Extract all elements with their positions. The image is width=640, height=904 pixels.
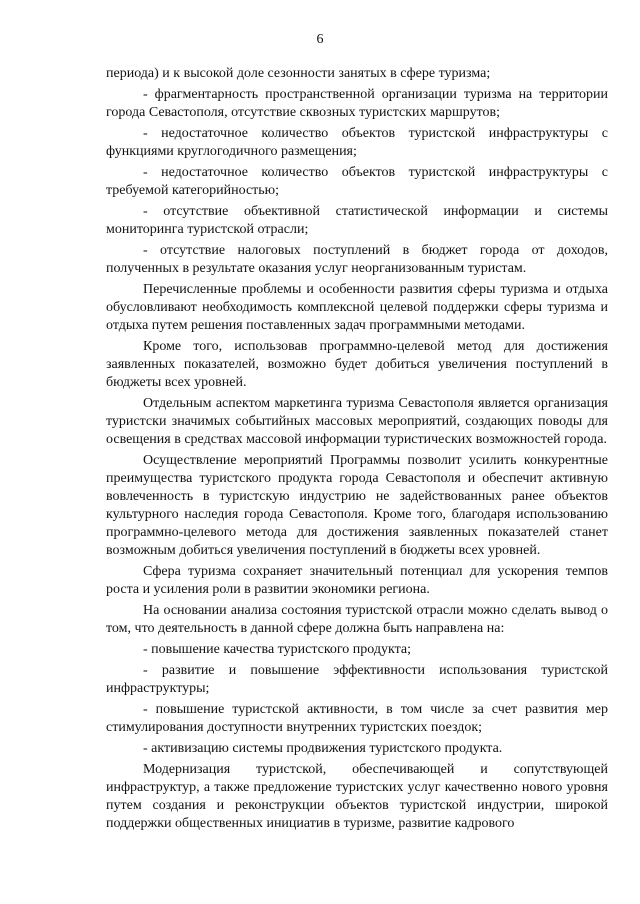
paragraph: Сфера туризма сохраняет значительный потенциал для ускорения темпов роста и усиления роли в развитии экономики региона. xyxy=(106,564,608,597)
paragraph: Перечисленные проблемы и особенности развития сферы туризма и отдыха обусловливают необходимость комплексной целевой поддержки сферы туризма и отдыха путем решения поставленных задач программными методами. xyxy=(106,282,608,333)
paragraph: Отдельным аспектом маркетинга туризма Севастополя является организация туристски значимых событийных массовых мероприятий, создающих поводы для освещения в средствах массовой информации туристических возможностей города. xyxy=(106,396,608,447)
paragraph: На основании анализа состояния туристской отрасли можно сделать вывод о том, что деятельность в данной сфере должна быть направлена на: xyxy=(106,603,608,636)
list-item: - отсутствие налоговых поступлений в бюджет города от доходов, полученных в результате оказания услуг неорганизованным туристам. xyxy=(106,243,608,276)
page-number: 6 xyxy=(316,32,324,47)
list-item: - активизацию системы продвижения туристского продукта. xyxy=(143,741,503,756)
document-body xyxy=(106,65,608,833)
paragraph: Модернизация туристской, обеспечивающей и сопутствующей инфраструктур, а также предложение туристских услуг качественно нового уровня путем создания и реконструкции объектов туристской индустрии, широкой поддержки общественных инициатив в туризме, развитие кадрового xyxy=(106,762,608,831)
list-item: - повышение туристской активности, в том числе за счет развития мер стимулирования доступности внутренних туристских поездок; xyxy=(106,702,608,735)
list-item: - фрагментарность пространственной организации туризма на территории города Севастополя, отсутствие сквозных туристских маршрутов; xyxy=(106,87,608,120)
paragraph: периода) и к высокой доле сезонности занятых в сфере туризма; xyxy=(106,66,491,81)
list-item: - недостаточное количество объектов туристской инфраструктуры с функциями круглогодичного размещения; xyxy=(106,126,608,159)
paragraph: Осуществление мероприятий Программы позволит усилить конкурентные преимущества туристского продукта города Севастополя и обеспечит активную вовлеченность в туристскую индустрию не задействованных ранее объектов культурного наследия города Севастополя. Кроме того, благодаря использованию программно-целевого метода для достижения заявленных показателей станет возможным добиться увеличения поступлений в бюджеты всех уровней. xyxy=(106,453,608,558)
list-item: - повышение качества туристского продукта; xyxy=(143,642,412,657)
list-item: - развитие и повышение эффективности использования туристской инфраструктуры; xyxy=(106,663,608,696)
paragraph: Кроме того, использовав программно-целевой метод для достижения заявленных показателей, возможно будет добиться увеличения поступлений в бюджеты всех уровней. xyxy=(106,339,608,390)
list-item: - недостаточное количество объектов туристской инфраструктуры с требуемой категорийностью; xyxy=(106,165,608,198)
list-item: - отсутствие объективной статистической информации и системы мониторинга туристской отрасли; xyxy=(106,204,608,237)
